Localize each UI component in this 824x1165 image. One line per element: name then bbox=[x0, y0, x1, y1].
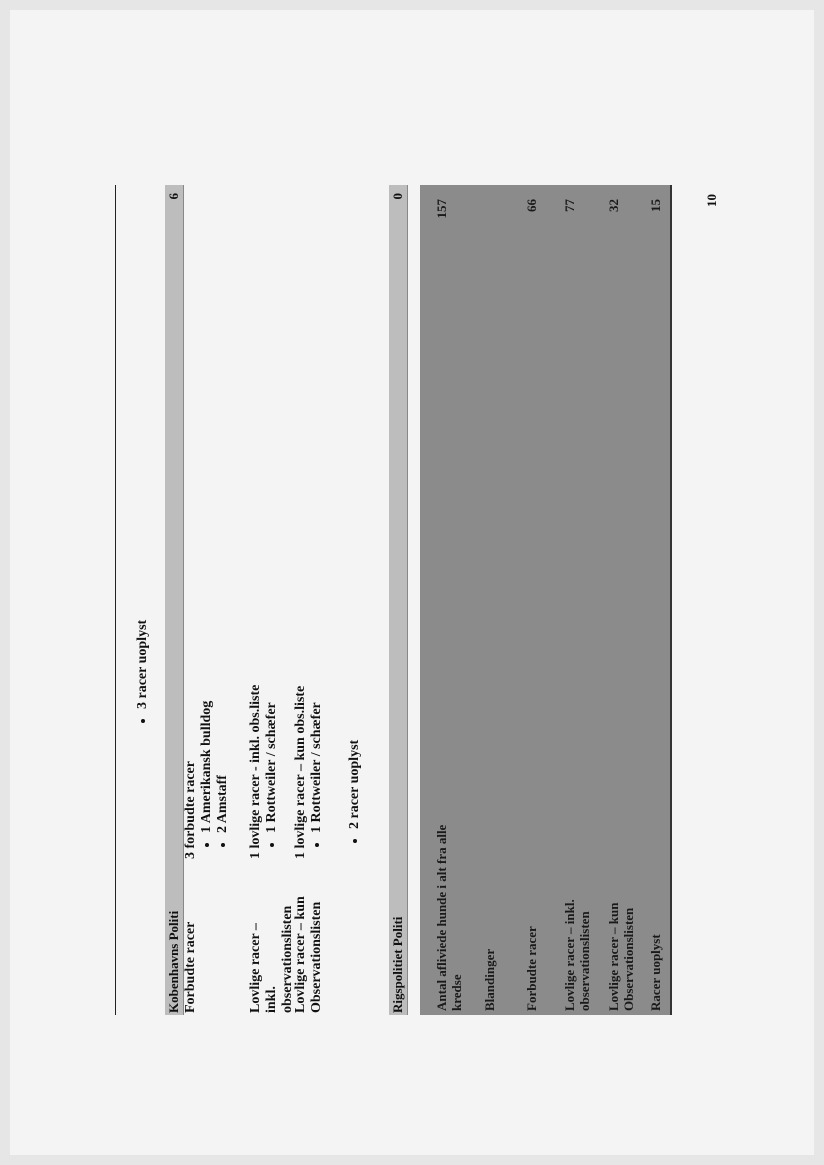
section2-header bbox=[389, 185, 408, 1015]
row3-text: 1 lovlige racer – kun obs.liste bbox=[293, 685, 308, 859]
section1-number: 6 bbox=[166, 193, 181, 200]
table-row-label: Blandinger bbox=[482, 948, 497, 1011]
top-bullet bbox=[135, 620, 151, 735]
row2-content bbox=[248, 559, 280, 859]
section1-header bbox=[165, 185, 184, 1015]
row2-label: Lovlige racer – inkl. observationslisten bbox=[248, 905, 295, 1013]
table-row-label: Antal afliviede hunde i alt fra alle kredse bbox=[434, 824, 464, 1011]
row1-item-1: • 1 Amerikansk bulldog bbox=[199, 559, 215, 833]
table-row-value: 66 bbox=[524, 199, 539, 212]
after-bullet bbox=[347, 740, 363, 855]
top-rule bbox=[115, 185, 116, 1015]
section2-title: Rigspolitiet Politi bbox=[390, 916, 405, 1013]
section2-number: 0 bbox=[390, 193, 405, 200]
row3-label: Lovlige racer – kun Observationslisten bbox=[293, 896, 324, 1013]
table-row-label: Lovlige racer – inkl. observationslisten bbox=[562, 899, 592, 1011]
row3-item-1: • 1 Rottweiler / schæfer bbox=[309, 559, 325, 833]
rotated-content bbox=[115, 185, 675, 1015]
row3-content bbox=[293, 559, 325, 859]
top-bullet-text: • 3 racer uoplyst bbox=[135, 620, 151, 709]
row1-label: Forbudte racer bbox=[183, 921, 198, 1013]
table-row-value: 157 bbox=[434, 199, 449, 219]
table-row-value: 15 bbox=[648, 199, 663, 212]
row1-content bbox=[183, 559, 231, 859]
page-number: 10 bbox=[704, 194, 719, 207]
section1-title: Kobenhavns Politi bbox=[166, 910, 181, 1013]
table-row-value: 77 bbox=[562, 199, 577, 212]
table-row-label: Racer uoplyst bbox=[648, 934, 663, 1011]
row1-text: 3 forbudte racer bbox=[183, 761, 198, 859]
row2-item-1: • 1 Rottweiler / schæfer bbox=[264, 559, 280, 833]
row2-text: 1 lovlige racer - inkl. obs.liste bbox=[248, 684, 263, 859]
table-row-label: Lovlige racer – kun Observationslisten bbox=[606, 902, 636, 1011]
summary-table bbox=[420, 185, 672, 1015]
row1-item-2: • 2 Amstaff bbox=[215, 559, 231, 833]
table-row-label: Forbudte racer bbox=[524, 926, 539, 1011]
table-row-value: 32 bbox=[606, 199, 621, 212]
after-bullet-text: • 2 racer uoplyst bbox=[347, 740, 363, 829]
